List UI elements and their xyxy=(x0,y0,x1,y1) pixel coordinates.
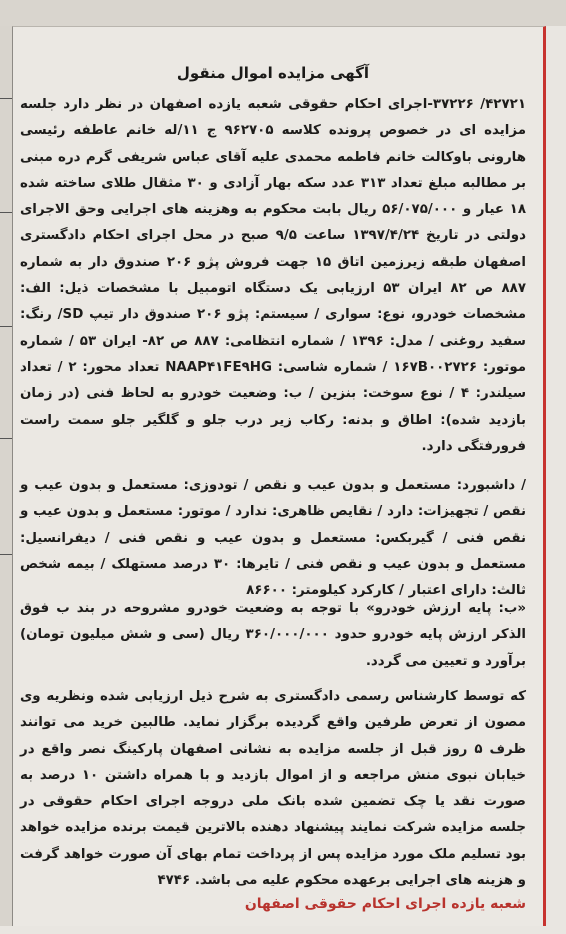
column-rule xyxy=(0,98,12,99)
top-margin xyxy=(0,0,566,26)
notice-paragraph-base-value: «ب: پایه ارزش خودرو» با توجه به وضعیت خودرو مشروحه در بند ب فوق الذکر ارزش پایه خودرو حدود ۳۶۰/۰۰۰/۰۰۰ ریال (سی و شش میلیون تومان) برآورد و تعیین می گردد. xyxy=(20,601,526,669)
column-rule xyxy=(0,554,12,555)
column-rule xyxy=(0,326,12,327)
column-rule xyxy=(0,212,12,213)
notice-title: آگهی مزایده اموال منقول xyxy=(176,64,370,82)
notice-paragraph-terms: که توسط کارشناس رسمی دادگستری به شرح ذیل ارزیابی شده ونظریه وی مصون از تعرض طرفین واقع گردیده برگزار نماید. طالبین خرید می توانند ظرف ۵ روز قبل از جلسه مزایده به نشانی اصفهان پارکینگ نصر واقع در خیابان نبوی منش مراجعه و از اموال بازدید و با همراه داشتن ۱۰ درصد به صورت نقد یا چک تضمین شده بانک ملی دروجه اجرای احکام حقوقی در جلسه مزایده شرکت نمایند پیشنهاد دهنده بالاترین قیمت برنده مزایده خواهد بود تسلیم ملک مورد مزایده پس از پرداخت تمام بهای آن صورت خواهد گرفت و هزینه های اجرایی برعهده محکوم علیه می باشد. ۴۷۴۶ xyxy=(20,689,526,889)
adjacent-column-edge xyxy=(0,26,12,926)
notice-signature: شعبه یازده اجرای احکام حقوقی اصفهان xyxy=(244,896,526,912)
notice-paragraph-condition: / داشبورد: مستعمل و بدون عیب و نقص / تودوزی: مستعمل و بدون عیب و نقص / تجهیزات: دارد / نقایص ظاهری: ندارد / موتور: مستعمل و بدون عیب و نقص فنی / گیربکس: مستعمل و بدون عیب و نقص فنی / دیفرانسیل: مستعمل و بدون عیب و نقص فنی / تایرها: ۳۰ درصد مستهلک / بیمه شخص ثالث: دارای اعتبار / کارکرد کیلومتر: ۸۶۶۰۰ xyxy=(20,478,526,599)
notice-paragraph-main: ۴۲۷۲۱/ ۳۷۲۲۶-اجرای احکام حقوقی شعبه یازده اصفهان در نظر دارد جلسه مزایده ای در خصوص پرونده کلاسه ۹۶۲۷۰۵ ج ۱۱/له خانم عاطفه رئیسی هارونی باوکالت خانم فاطمه محمدی علیه آقای عباس شریفی گرم دره مبنی بر مطالبه مبلغ تعداد ۳۱۳ عدد سکه بهار آزادی و ۳۰ مثقال طلای ساخته شده ۱۸ عیار و ۵۶/۰۷۵/۰۰۰ ریال بابت محکوم به وهزینه های اجرایی وحق الاجرای دولتی در تاریخ ۱۳۹۷/۴/۲۴ ساعت ۹/۵ صبح در محل اجرای احکام دادگستری اصفهان طبقه زیرزمین اتاق ۱۵ جهت فروش پژو ۲۰۶ صندوق دار به شماره ۸۸۷ ص ۸۲ ایران ۵۳ ارزیابی یک دستگاه اتومبیل با مشخصات ذیل: الف: مشخصات خودرو، نوع: سواری / سیستم: پژو ۲۰۶ صندوق دار تیپ SD/ رنگ: سفید روغنی / مدل: ۱۳۹۶ / شماره انتظامی: ۸۸۷ ص ۸۲- ایران ۵۳ / شماره موتور: ۱۶۷B۰۰۲۷۲۶ / شماره شاسی: NAAP۴۱FE۹HG تعداد محور: ۲ / تعداد سیلندر: ۴ / نوع سوخت: بنزین / ب: وضعیت خودرو به لحاظ فنی (در زمان بازدید شده): اطاق و بدنه: رکاب زیر درب جلو و گلگیر جلو سمت راست فرورفتگی دارد. xyxy=(20,97,527,454)
column-rule xyxy=(0,438,12,439)
